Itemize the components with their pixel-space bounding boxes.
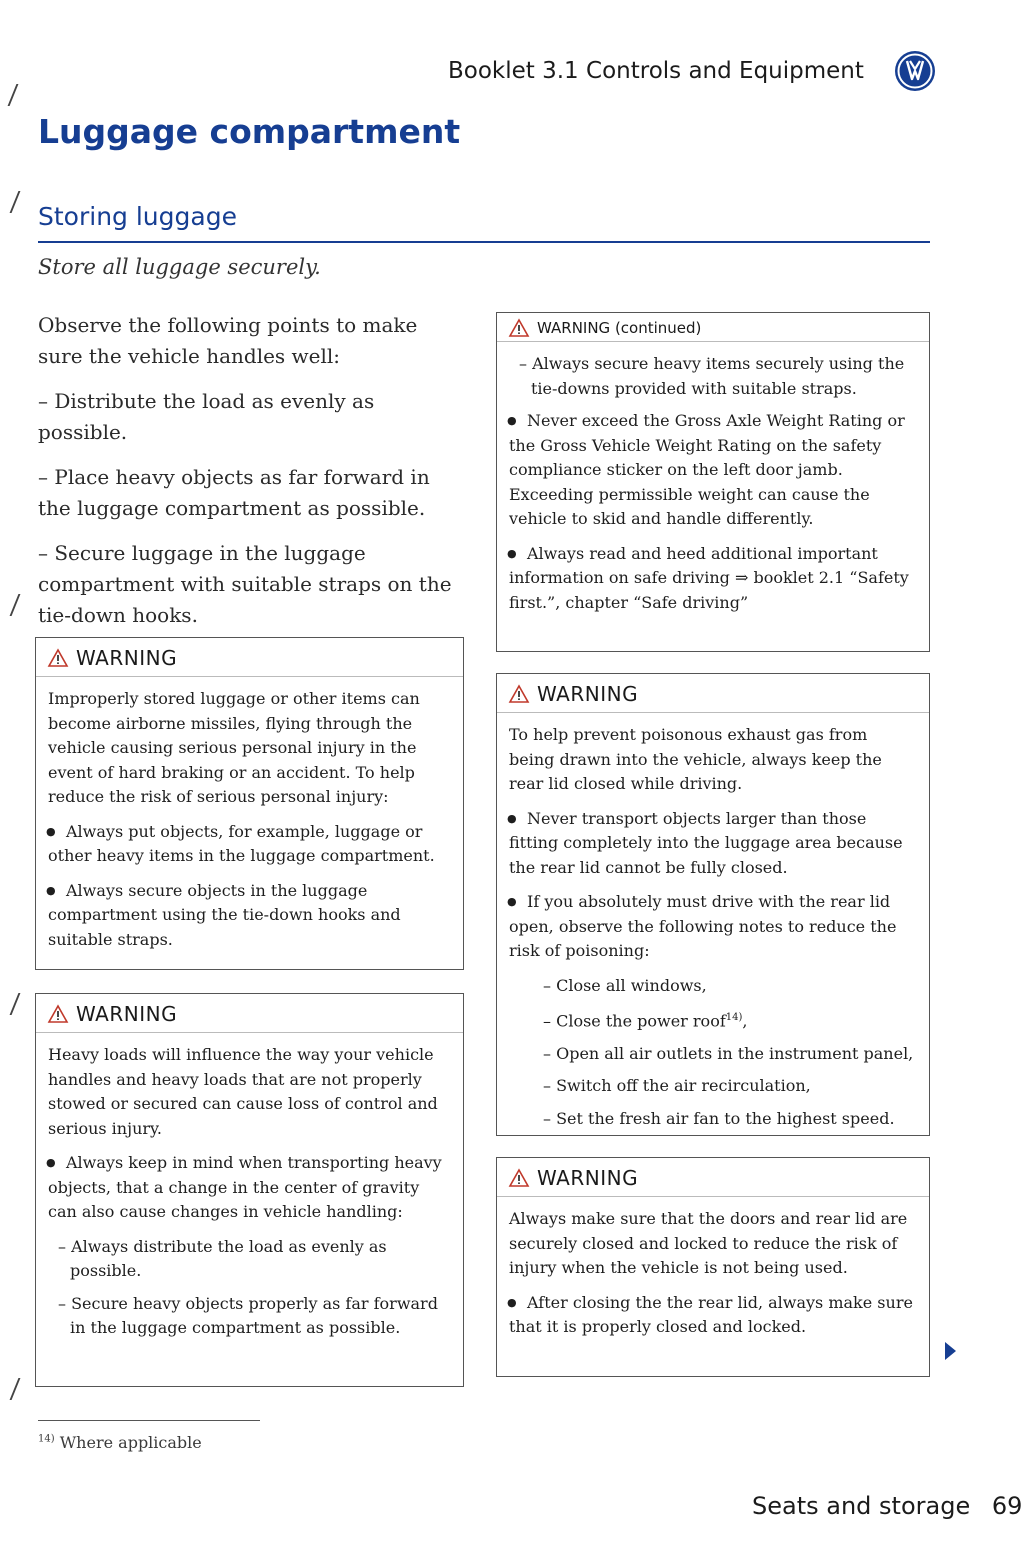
footnote [38,1433,202,1452]
continue-arrow-icon [945,1342,956,1360]
warning-triangle-icon [509,1169,529,1187]
intro-text: Store all luggage securely. [38,255,321,279]
warning-body [36,677,463,970]
section-label: Controls and Equipment [586,58,864,84]
warning-header [36,638,463,677]
footnote-rule [38,1420,260,1421]
warning-box-3 [496,312,930,652]
warning-header [497,674,929,713]
page-title: Luggage compartment [38,112,461,151]
subtitle-rule [38,241,930,243]
warning-bullet: ● Always secure objects in the luggage compartment using the tie-down hooks and suitable straps. [48,879,451,953]
warning-bullet: ● If you absolutely must drive with the rear lid open, observe the following notes to reduce the risk of poisoning: [509,890,917,964]
margin-mark [10,1378,33,1400]
dash-text: – Close the power roof [543,1011,726,1031]
footnote-text: Where applicable [59,1433,202,1452]
warning-text: To help prevent poisonous exhaust gas from being drawn into the vehicle, always keep the rear lid closed while driving. [509,725,882,793]
warning-label: WARNING (continued) [537,319,702,337]
vw-logo-icon [893,49,937,93]
warning-bullet: ● Always put objects, for example, luggage or other heavy items in the luggage compartment. [48,820,451,869]
warning-triangle-icon [48,649,68,667]
dash-tail: , [742,1011,748,1031]
warning-label: WARNING [537,1166,639,1190]
margin-mark [8,84,31,106]
header-title [448,58,864,84]
warning-body [36,1033,463,1357]
list-item: – Secure luggage in the luggage compartment with suitable straps on the tie-down hooks. [38,541,452,627]
warning-body [497,713,929,1147]
footer-chapter: Seats and storage [752,1492,971,1520]
warning-bullet: ● Always read and heed additional important information on safe driving ⇒ booklet 2.1 “Safety first.”, chapter “Safe driving” [509,542,917,616]
warning-dash-item [533,1006,917,1034]
booklet-label: Booklet 3.1 [448,58,579,84]
warning-label: WARNING [76,646,178,670]
warning-dash-item: – Always secure heavy items securely using the tie-downs provided with suitable straps. [519,354,905,398]
warning-dash-item: – Close all windows, [543,975,707,995]
warning-box-5 [496,1157,930,1377]
warning-box-4 [496,673,930,1136]
warning-bullet: ● Always keep in mind when transporting heavy objects, that a change in the center of gravity can also cause changes in vehicle handling: [48,1151,451,1225]
warning-body [497,1197,929,1358]
warning-text: Always make sure that the doors and rear lid are securely closed and locked to reduce the risk of injury when the vehicle is not being used. [509,1209,908,1277]
warning-box-2 [35,993,464,1387]
warning-header [497,313,929,342]
warning-dash-item: – Open all air outlets in the instrument panel, [543,1043,914,1063]
warning-triangle-icon [509,319,529,337]
warning-header [36,994,463,1033]
margin-mark [10,594,33,616]
warning-label: WARNING [537,682,639,706]
body-text [38,310,468,645]
warning-body [497,342,929,633]
margin-mark [10,191,33,213]
warning-dash-item: – Switch off the air recirculation, [543,1076,811,1096]
warning-dash-item: – Set the fresh air fan to the highest speed. [543,1108,895,1128]
warning-bullet: ● Never exceed the Gross Axle Weight Rating or the Gross Vehicle Weight Rating on the safety compliance sticker on the left door jamb. Exceeding permissible weight can cause the vehicle to skid and handle differently. [509,409,917,532]
warning-bullet: ● After closing the the rear lid, always make sure that it is properly closed and locked. [509,1291,917,1340]
page-number: 69 [991,1492,1022,1520]
list-item: – Place heavy objects as far forward in the luggage compartment as possible. [38,465,430,520]
warning-box-1 [35,637,464,970]
warning-text: Improperly stored luggage or other items can become airborne missiles, flying through the vehicle causing serious personal injury in the event of hard braking or an accident. To help reduce the risk of serious personal injury: [48,689,420,806]
list-item: – Distribute the load as evenly as possible. [38,389,375,444]
margin-mark [10,993,33,1015]
footnote-mark: 14) [38,1433,55,1445]
warning-dash-item: – Secure heavy objects properly as far forward in the luggage compartment as possible. [58,1293,438,1337]
warning-triangle-icon [509,685,529,703]
warning-label: WARNING [76,1002,178,1026]
warning-dash-item: – Always distribute the load as evenly as possible. [58,1236,387,1280]
warning-text: Heavy loads will influence the way your vehicle handles and heavy loads that are not properly stowed or secured can cause loss of control and serious injury. [48,1045,438,1138]
warning-header [497,1158,929,1197]
warning-bullet: ● Never transport objects larger than those fitting completely into the luggage area because the rear lid cannot be fully closed. [509,807,917,881]
lead-paragraph: Observe the following points to make sure the vehicle handles well: [38,313,418,368]
footnote-ref[interactable]: 14) [725,1012,743,1023]
section-subtitle: Storing luggage [38,202,237,231]
warning-triangle-icon [48,1005,68,1023]
page-footer [752,1492,1022,1520]
